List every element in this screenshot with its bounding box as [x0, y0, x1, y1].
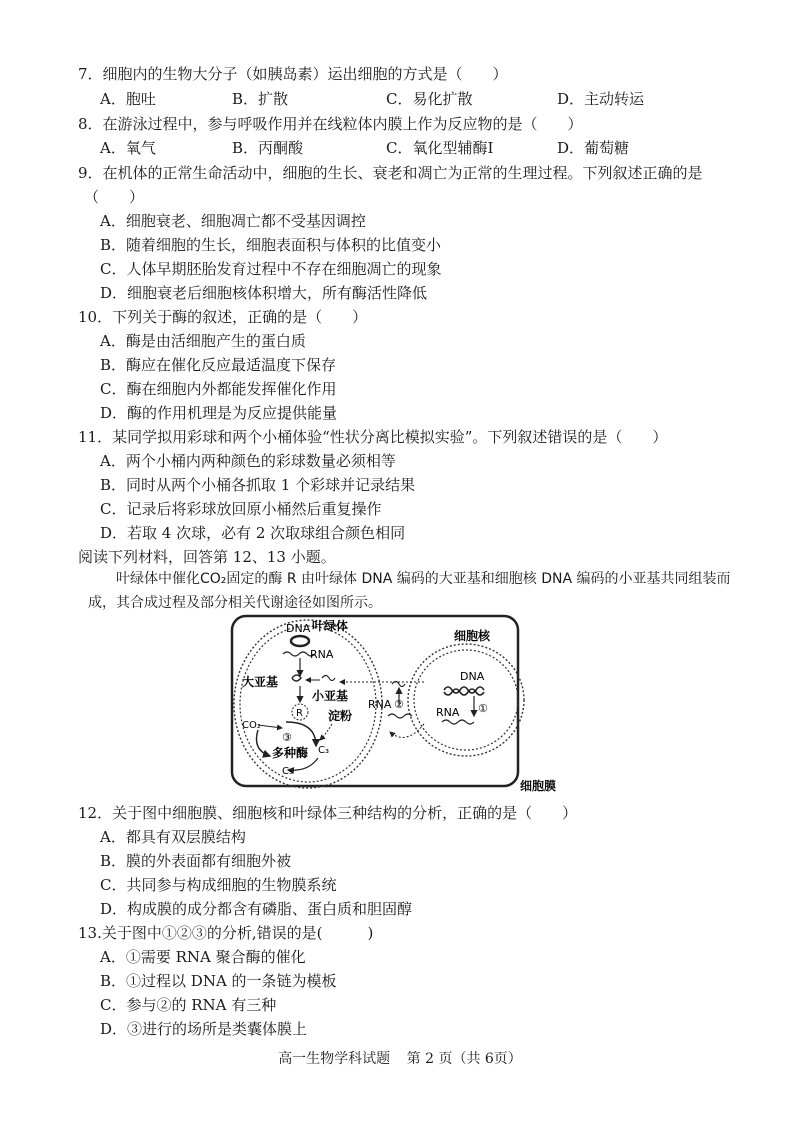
cytoplasm-rna-label: RNA — [368, 698, 392, 711]
q10-option-c: C．酶在细胞内外都能发挥催化作用 — [100, 380, 337, 398]
enzymes-label: 多种酶 — [272, 746, 309, 760]
q12-option-a: A．都具有双层膜结构 — [100, 828, 246, 846]
c5-label: C₅ — [282, 766, 293, 777]
q13-stem: 13.关于图中①②③的分析,错误的是( ) — [78, 924, 374, 942]
q13-option-a: A．①需要 RNA 聚合酶的催化 — [100, 948, 306, 966]
q11-option-c: C．记录后将彩球放回原小桶然后重复操作 — [100, 500, 382, 518]
c3-label: C₃ — [318, 745, 329, 756]
q10-option-b: B．酶应在催化反应最适温度下保存 — [100, 356, 337, 374]
q12-option-c: C．共同参与构成细胞的生物膜系统 — [100, 876, 337, 894]
chloroplast-rna-label: RNA — [310, 648, 334, 661]
chloroplast-outline — [234, 620, 382, 788]
q7-option-a: A．胞吐 — [100, 90, 156, 108]
chloroplast-dna-icon — [291, 636, 309, 646]
q10-option-a: A．酶是由活细胞产生的蛋白质 — [100, 332, 306, 350]
q9-stem: 9．在机体的正常生命活动中，细胞的生长、衰老和凋亡为正常的生理过程。下列叙述正确的是 — [78, 164, 703, 182]
q9-option-c: C．人体早期胚胎发育过程中不存在细胞凋亡的现象 — [100, 260, 442, 278]
q7-stem: 7．细胞内的生物大分子（如胰岛素）运出细胞的方式是（ ） — [78, 65, 508, 83]
nucleus-label: 细胞核 — [454, 629, 491, 643]
step1-marker: ① — [478, 702, 488, 715]
chloroplast-label: 叶绿体 — [312, 619, 349, 633]
nuclear-rna-label: RNA — [436, 706, 460, 719]
q12-stem: 12．关于图中细胞膜、细胞核和叶绿体三种结构的分析，正确的是（ ） — [78, 804, 578, 822]
q11-option-d: D．若取 4 次球，必有 2 次取球组合颜色相同 — [100, 524, 406, 542]
q7-option-d: D．主动转运 — [557, 90, 645, 108]
q11-option-a: A．两个小桶内两种颜色的彩球数量必须相等 — [100, 452, 396, 470]
q8-option-c: C．氧化型辅酶Ⅰ — [386, 139, 494, 157]
material-text: 叶绿体中催化CO₂固定的酶 R 由叶绿体 DNA 编码的大亚基和细胞核 DNA 编码的小亚基共同组装而成，其合成过程及部分相关代谢途径如图所示。 — [88, 571, 731, 611]
q8-option-a: A．氧气 — [100, 139, 156, 157]
q9-option-b: B．随着细胞的生长，细胞表面积与体积的比值变小 — [100, 236, 442, 254]
q11-option-b: B．同时从两个小桶各抓取 1 个彩球并记录结果 — [100, 476, 416, 494]
q9-option-d: D．细胞衰老后细胞核体积增大，所有酶活性降低 — [100, 284, 428, 302]
cell-membrane-label: 细胞膜 — [520, 779, 557, 792]
q13-option-c: C．参与②的 RNA 有三种 — [100, 996, 277, 1014]
q10-option-d: D．酶的作用机理是为反应提供能量 — [100, 404, 338, 422]
q10-stem: 10．下列关于酶的叙述，正确的是（ ） — [78, 308, 368, 326]
q8-option-b: B．丙酮酸 — [232, 139, 304, 157]
material-intro: 阅读下列材料，回答第 12、13 小题。 — [78, 548, 336, 566]
nuclear-dna-label: DNA — [460, 670, 485, 683]
q7-option-b: B．扩散 — [232, 90, 289, 108]
q12-option-d: D．构成膜的成分都含有磷脂、蛋白质和胆固醇 — [100, 900, 413, 918]
q7-option-c: C．易化扩散 — [386, 90, 473, 108]
enzyme-r-label: R — [296, 708, 303, 719]
step3-marker: ③ — [282, 731, 292, 744]
footer-title: 高一生物学科试题 — [278, 1051, 391, 1067]
q9-stem-cont: （ ） — [84, 188, 145, 206]
q9-option-a: A．细胞衰老、细胞凋亡都不受基因调控 — [100, 212, 366, 230]
step2-marker: ② — [394, 698, 404, 711]
small-subunit-label: 小亚基 — [312, 689, 349, 703]
page-footer — [0, 1049, 800, 1069]
q8-option-d: D．葡萄糖 — [557, 139, 630, 157]
q8-stem: 8．在游泳过程中，参与呼吸作用并在线粒体内膜上作为反应物的是（ ） — [78, 115, 583, 133]
starch-label: 淀粉 — [328, 709, 353, 723]
co2-label: CO₂ — [242, 720, 261, 731]
nucleus-outline — [408, 644, 524, 756]
large-subunit-label: 大亚基 — [242, 675, 279, 689]
cell-diagram — [228, 612, 558, 792]
q11-stem: 11．某同学拟用彩球和两个小桶体验“性状分离比模拟实验”。下列叙述错误的是（ ） — [78, 428, 668, 446]
q13-option-d: D．③进行的场所是类囊体膜上 — [100, 1020, 308, 1038]
q13-option-b: B．①过程以 DNA 的一条链为模板 — [100, 972, 337, 990]
footer-page-number: 第 2 页（共 6页） — [406, 1051, 522, 1067]
chloroplast-dna-label: DNA — [286, 622, 311, 635]
q12-option-b: B．膜的外表面都有细胞外被 — [100, 852, 292, 870]
